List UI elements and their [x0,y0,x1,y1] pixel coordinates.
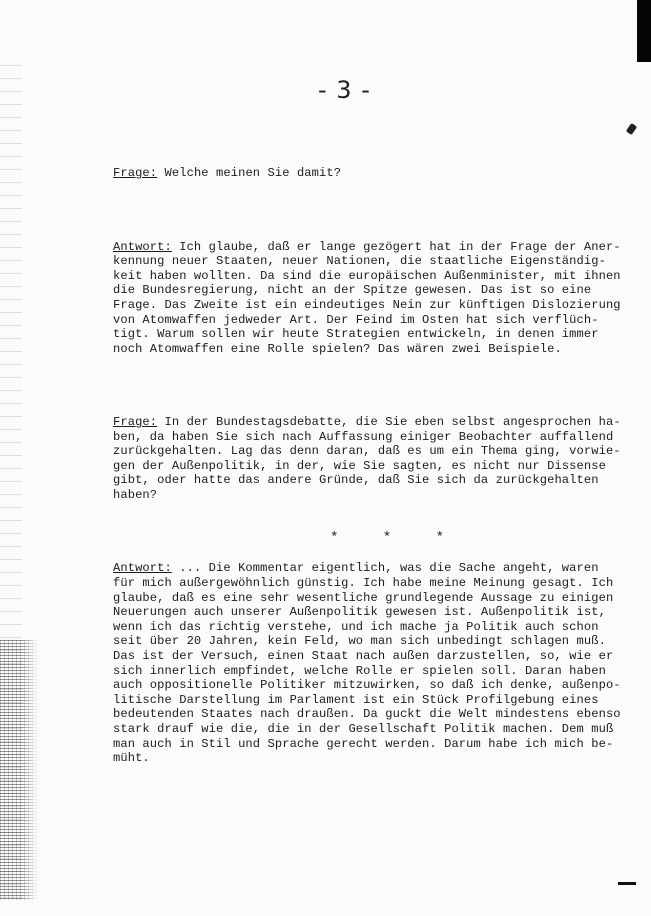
text-line: seit über 20 Jahren, kein Feld, wo man sich unbedingt schlagen muß. [113,634,606,649]
text-line: kennung neuer Staaten, neuer Nationen, die staatliche Eigenständig- [113,254,606,269]
text-line: stark drauf wie die, die in der Gesellschaft Politik machen. Dem muß [113,721,614,736]
interview-text [113,137,621,810]
text-line: Ich glaube, daß er lange gezögert hat in der Frage der Aner- [171,239,621,254]
text-line: noch Atomwaffen eine Rolle spielen? Das wären zwei Beispiele. [113,341,562,356]
text-line: keit haben wollten. Da sind die europäischen Außenminister, mit ihnen [113,268,621,283]
text-line: Neuerungen auch unserer Außenpolitik gewesen ist. Außenpolitik ist, [113,605,606,620]
text-line: ben, da haben Sie sich nach Auffassung einiger Beobachter auffallend [113,429,614,444]
text-line: litische Darstellung im Parlament ist ein Stück Profilgebung eines [113,692,599,707]
paragraph-answer-2 [113,561,621,766]
text-line: wenn ich das richtig verstehe, und ich mache ja Politik auch schon [113,619,599,634]
text-line: ... Die Kommentar eigentlich, was die Sache angeht, waren [171,561,599,576]
scan-margin-noise-dense [0,640,38,900]
scan-edge-bar [637,0,651,62]
paragraph-question-2 [113,415,621,503]
text-line: Welche meinen Sie damit? [157,166,342,181]
text-line: zurückgehalten. Lag das denn daran, daß es um ein Thema ging, vorwie- [113,444,621,459]
text-line: die Bundesregierung, nicht an der Spitze gewesen. Das ist so eine [113,283,592,298]
text-line: glaube, daß es eine sehr wesentliche grundlegende Aussage zu einigen [113,590,614,605]
text-line: bedeutenden Staates nach draußen. Da guckt die Welt mindestens ebenso [113,707,621,722]
speaker-label: Antwort: [113,561,172,576]
text-line: Das ist der Versuch, einen Staat nach außen darzustellen, so, wie er [113,649,614,663]
text-line: Frage. Das Zweite ist ein eindeutiges Nein zur künftigen Dislozierung [113,297,621,312]
closing-asterisks: * * * [330,530,463,546]
text-line: tigt. Warum sollen wir heute Strategien entwickeln, in denen immer [113,327,599,342]
text-line: auch oppositionelle Politiker mitzuwirken, so daß ich denke, außenpo- [113,678,621,693]
text-line: haben? [113,488,158,503]
text-line: gen der Außenpolitik, in der, wie Sie sagten, es nicht nur Dissense [113,458,606,473]
speaker-label: Frage: [113,415,158,430]
bottom-ink-mark [618,882,636,885]
paragraph-question-1 [113,166,583,181]
text-line: gibt, oder hatte das andere Gründe, daß Sie sich da zurückgehalten [113,473,599,488]
paragraph-answer-1 [113,239,621,357]
text-line: von Atomwaffen jedweder Art. Der Feind im Osten hat sich verflüch- [113,312,599,327]
text-line: für mich außergewöhnlich günstig. Ich habe meine Meinung gesagt. Ich [113,576,614,591]
speaker-label: Frage: [113,166,158,181]
page-number: - 3 - [318,76,371,104]
text-line: sich innerlich empfindet, welche Rolle er spielen soll. Daran haben [113,663,606,678]
speaker-label: Antwort: [113,239,172,254]
text-line: müht. [113,751,150,766]
text-line: In der Bundestagsdebatte, die Sie eben selbst angesprochen ha- [157,415,621,430]
text-line: man auch in Stil und Sprache gerecht werden. Darum habe ich mich be- [113,736,614,751]
margin-ink-mark [626,123,637,135]
